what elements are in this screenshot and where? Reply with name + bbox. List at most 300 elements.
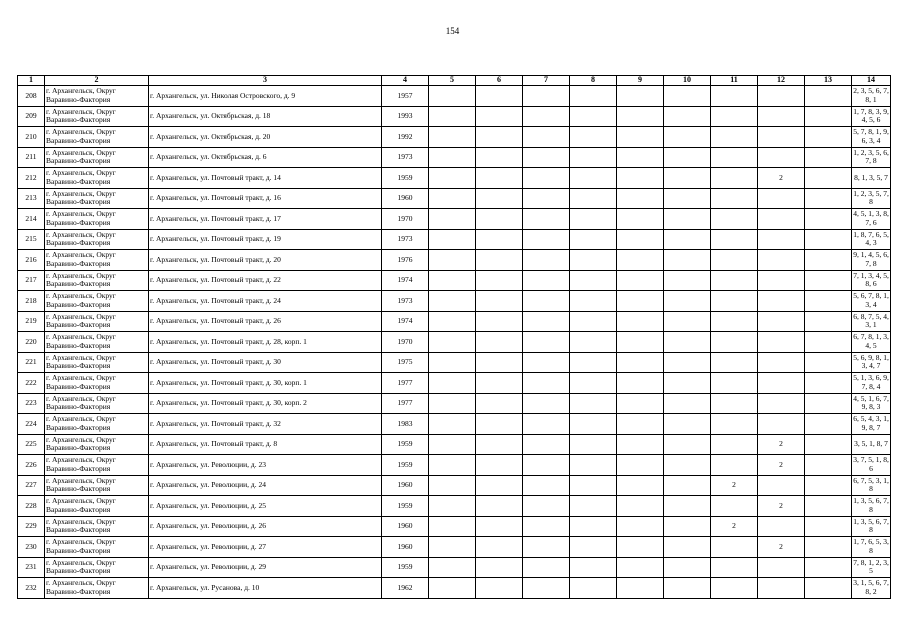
col8-cell bbox=[570, 352, 617, 373]
col9-cell bbox=[617, 188, 664, 209]
address-cell: г. Архангельск, ул. Почтовый тракт, д. 30, корп. 1 bbox=[149, 373, 382, 394]
col9-cell bbox=[617, 332, 664, 353]
col5-cell bbox=[429, 311, 476, 332]
col7-cell bbox=[523, 373, 570, 394]
col8-cell bbox=[570, 455, 617, 476]
year-cell: 1974 bbox=[382, 270, 429, 291]
col13-cell bbox=[805, 86, 852, 107]
table-row bbox=[18, 373, 891, 394]
col10-cell bbox=[664, 414, 711, 435]
table-row bbox=[18, 332, 891, 353]
col13-cell bbox=[805, 352, 852, 373]
table-row bbox=[18, 147, 891, 168]
row-number: 218 bbox=[18, 291, 45, 312]
col10-cell bbox=[664, 434, 711, 455]
district-cell: г. Архангельск, Округ Варавино-Фактория bbox=[45, 455, 149, 476]
col8-cell bbox=[570, 434, 617, 455]
col11-cell bbox=[711, 578, 758, 599]
address-cell: г. Архангельск, ул. Почтовый тракт, д. 32 bbox=[149, 414, 382, 435]
col13-cell bbox=[805, 168, 852, 189]
col6-cell bbox=[476, 475, 523, 496]
col7-cell bbox=[523, 291, 570, 312]
col13-cell bbox=[805, 106, 852, 127]
district-cell: г. Архангельск, Округ Варавино-Фактория bbox=[45, 86, 149, 107]
year-cell: 1973 bbox=[382, 291, 429, 312]
order-list-cell: 4, 5, 1, 6, 7, 9, 8, 3 bbox=[852, 393, 891, 414]
row-number: 229 bbox=[18, 516, 45, 537]
col12-cell bbox=[758, 270, 805, 291]
col11-cell bbox=[711, 311, 758, 332]
col11-cell bbox=[711, 229, 758, 250]
col9-cell bbox=[617, 86, 664, 107]
order-list-cell: 1, 2, 3, 5, 6, 7, 8 bbox=[852, 147, 891, 168]
address-cell: г. Архангельск, ул. Революции, д. 26 bbox=[149, 516, 382, 537]
col11-cell bbox=[711, 434, 758, 455]
col12-cell bbox=[758, 147, 805, 168]
address-cell: г. Архангельск, ул. Почтовый тракт, д. 17 bbox=[149, 209, 382, 230]
col5-cell bbox=[429, 496, 476, 517]
col6-cell bbox=[476, 229, 523, 250]
col6-cell bbox=[476, 188, 523, 209]
col9-cell bbox=[617, 127, 664, 148]
col8-cell bbox=[570, 147, 617, 168]
col12-cell bbox=[758, 578, 805, 599]
address-cell: г. Архангельск, ул. Революции, д. 24 bbox=[149, 475, 382, 496]
col11-cell: 2 bbox=[711, 516, 758, 537]
col12-cell bbox=[758, 475, 805, 496]
col10-cell bbox=[664, 86, 711, 107]
col11-cell bbox=[711, 557, 758, 578]
col10-cell bbox=[664, 229, 711, 250]
col7-cell bbox=[523, 209, 570, 230]
column-header-6: 6 bbox=[476, 76, 523, 86]
col12-cell bbox=[758, 291, 805, 312]
col5-cell bbox=[429, 557, 476, 578]
col7-cell bbox=[523, 188, 570, 209]
col8-cell bbox=[570, 332, 617, 353]
col6-cell bbox=[476, 373, 523, 394]
col5-cell bbox=[429, 250, 476, 271]
table-row bbox=[18, 475, 891, 496]
column-header-1: 1 bbox=[18, 76, 45, 86]
col5-cell bbox=[429, 475, 476, 496]
col9-cell bbox=[617, 537, 664, 558]
order-list-cell: 1, 3, 5, 6, 7, 8 bbox=[852, 496, 891, 517]
col5-cell bbox=[429, 188, 476, 209]
row-number: 222 bbox=[18, 373, 45, 394]
year-cell: 1960 bbox=[382, 475, 429, 496]
order-list-cell: 5, 7, 8, 1, 9, 6, 3, 4 bbox=[852, 127, 891, 148]
address-cell: г. Архангельск, ул. Почтовый тракт, д. 8 bbox=[149, 434, 382, 455]
col9-cell bbox=[617, 455, 664, 476]
year-cell: 1993 bbox=[382, 106, 429, 127]
column-header-10: 10 bbox=[664, 76, 711, 86]
order-list-cell: 1, 2, 3, 5, 7, 8 bbox=[852, 188, 891, 209]
col10-cell bbox=[664, 168, 711, 189]
col7-cell bbox=[523, 106, 570, 127]
row-number: 221 bbox=[18, 352, 45, 373]
address-cell: г. Архангельск, ул. Революции, д. 23 bbox=[149, 455, 382, 476]
year-cell: 1983 bbox=[382, 414, 429, 435]
col8-cell bbox=[570, 537, 617, 558]
row-number: 216 bbox=[18, 250, 45, 271]
row-number: 210 bbox=[18, 127, 45, 148]
column-header-11: 11 bbox=[711, 76, 758, 86]
col11-cell bbox=[711, 414, 758, 435]
col9-cell bbox=[617, 270, 664, 291]
col5-cell bbox=[429, 168, 476, 189]
col11-cell bbox=[711, 291, 758, 312]
col11-cell bbox=[711, 455, 758, 476]
col9-cell bbox=[617, 291, 664, 312]
col13-cell bbox=[805, 250, 852, 271]
order-list-cell: 7, 1, 3, 4, 5, 8, 6 bbox=[852, 270, 891, 291]
district-cell: г. Архангельск, Округ Варавино-Фактория bbox=[45, 168, 149, 189]
year-cell: 1970 bbox=[382, 209, 429, 230]
table-row bbox=[18, 250, 891, 271]
col7-cell bbox=[523, 578, 570, 599]
col7-cell bbox=[523, 557, 570, 578]
table-row bbox=[18, 270, 891, 291]
col10-cell bbox=[664, 352, 711, 373]
row-number: 209 bbox=[18, 106, 45, 127]
col5-cell bbox=[429, 516, 476, 537]
order-list-cell: 3, 1, 5, 6, 7, 8, 2 bbox=[852, 578, 891, 599]
col6-cell bbox=[476, 557, 523, 578]
col10-cell bbox=[664, 557, 711, 578]
col7-cell bbox=[523, 537, 570, 558]
column-header-2: 2 bbox=[45, 76, 149, 86]
table-row bbox=[18, 393, 891, 414]
address-cell: г. Архангельск, ул. Русанова, д. 10 bbox=[149, 578, 382, 599]
col10-cell bbox=[664, 475, 711, 496]
col13-cell bbox=[805, 147, 852, 168]
address-cell: г. Архангельск, ул. Николая Островского, д. 9 bbox=[149, 86, 382, 107]
col12-cell bbox=[758, 352, 805, 373]
row-number: 225 bbox=[18, 434, 45, 455]
col13-cell bbox=[805, 475, 852, 496]
row-number: 227 bbox=[18, 475, 45, 496]
district-cell: г. Архангельск, Округ Варавино-Фактория bbox=[45, 557, 149, 578]
col5-cell bbox=[429, 229, 476, 250]
row-number: 214 bbox=[18, 209, 45, 230]
col9-cell bbox=[617, 578, 664, 599]
col13-cell bbox=[805, 516, 852, 537]
col5-cell bbox=[429, 537, 476, 558]
table-row bbox=[18, 537, 891, 558]
col8-cell bbox=[570, 270, 617, 291]
col8-cell bbox=[570, 475, 617, 496]
col11-cell bbox=[711, 250, 758, 271]
row-number: 212 bbox=[18, 168, 45, 189]
col5-cell bbox=[429, 414, 476, 435]
col10-cell bbox=[664, 332, 711, 353]
table-row bbox=[18, 557, 891, 578]
district-cell: г. Архангельск, Округ Варавино-Фактория bbox=[45, 434, 149, 455]
row-number: 211 bbox=[18, 147, 45, 168]
col13-cell bbox=[805, 414, 852, 435]
col11-cell bbox=[711, 168, 758, 189]
address-cell: г. Архангельск, ул. Почтовый тракт, д. 19 bbox=[149, 229, 382, 250]
col12-cell bbox=[758, 250, 805, 271]
district-cell: г. Архангельск, Округ Варавино-Фактория bbox=[45, 291, 149, 312]
col5-cell bbox=[429, 106, 476, 127]
col13-cell bbox=[805, 578, 852, 599]
col8-cell bbox=[570, 393, 617, 414]
col7-cell bbox=[523, 414, 570, 435]
col8-cell bbox=[570, 188, 617, 209]
row-number: 208 bbox=[18, 86, 45, 107]
order-list-cell: 4, 5, 1, 3, 8, 7, 6 bbox=[852, 209, 891, 230]
col12-cell bbox=[758, 188, 805, 209]
table-row bbox=[18, 434, 891, 455]
col13-cell bbox=[805, 332, 852, 353]
col11-cell bbox=[711, 496, 758, 517]
order-list-cell: 6, 5, 4, 3, 1, 9, 8, 7 bbox=[852, 414, 891, 435]
col12-cell: 2 bbox=[758, 434, 805, 455]
col6-cell bbox=[476, 393, 523, 414]
col7-cell bbox=[523, 250, 570, 271]
col13-cell bbox=[805, 557, 852, 578]
col9-cell bbox=[617, 168, 664, 189]
col8-cell bbox=[570, 311, 617, 332]
row-number: 215 bbox=[18, 229, 45, 250]
column-header-13: 13 bbox=[805, 76, 852, 86]
col12-cell: 2 bbox=[758, 537, 805, 558]
col6-cell bbox=[476, 496, 523, 517]
col5-cell bbox=[429, 127, 476, 148]
column-header-12: 12 bbox=[758, 76, 805, 86]
col6-cell bbox=[476, 209, 523, 230]
col5-cell bbox=[429, 270, 476, 291]
col7-cell bbox=[523, 86, 570, 107]
col12-cell bbox=[758, 516, 805, 537]
address-cell: г. Архангельск, ул. Революции, д. 25 bbox=[149, 496, 382, 517]
col6-cell bbox=[476, 127, 523, 148]
col12-cell bbox=[758, 229, 805, 250]
col7-cell bbox=[523, 393, 570, 414]
col10-cell bbox=[664, 106, 711, 127]
col11-cell bbox=[711, 86, 758, 107]
col13-cell bbox=[805, 127, 852, 148]
col7-cell bbox=[523, 270, 570, 291]
col9-cell bbox=[617, 106, 664, 127]
table-row bbox=[18, 291, 891, 312]
col9-cell bbox=[617, 496, 664, 517]
col12-cell bbox=[758, 311, 805, 332]
col12-cell bbox=[758, 106, 805, 127]
col5-cell bbox=[429, 393, 476, 414]
col11-cell: 2 bbox=[711, 475, 758, 496]
table-row bbox=[18, 106, 891, 127]
year-cell: 1959 bbox=[382, 496, 429, 517]
row-number: 231 bbox=[18, 557, 45, 578]
col9-cell bbox=[617, 516, 664, 537]
col12-cell bbox=[758, 86, 805, 107]
address-cell: г. Архангельск, ул. Почтовый тракт, д. 14 bbox=[149, 168, 382, 189]
col11-cell bbox=[711, 188, 758, 209]
col7-cell bbox=[523, 434, 570, 455]
table-row bbox=[18, 516, 891, 537]
col6-cell bbox=[476, 332, 523, 353]
col10-cell bbox=[664, 147, 711, 168]
year-cell: 1959 bbox=[382, 168, 429, 189]
col6-cell bbox=[476, 270, 523, 291]
col6-cell bbox=[476, 352, 523, 373]
col10-cell bbox=[664, 578, 711, 599]
col9-cell bbox=[617, 352, 664, 373]
col10-cell bbox=[664, 188, 711, 209]
col9-cell bbox=[617, 250, 664, 271]
col10-cell bbox=[664, 537, 711, 558]
col10-cell bbox=[664, 496, 711, 517]
order-list-cell: 6, 7, 8, 1, 3, 4, 5 bbox=[852, 332, 891, 353]
col11-cell bbox=[711, 147, 758, 168]
col5-cell bbox=[429, 86, 476, 107]
col5-cell bbox=[429, 291, 476, 312]
column-header-3: 3 bbox=[149, 76, 382, 86]
col11-cell bbox=[711, 270, 758, 291]
col8-cell bbox=[570, 373, 617, 394]
order-list-cell: 9, 1, 4, 5, 6, 7, 8 bbox=[852, 250, 891, 271]
address-cell: г. Архангельск, ул. Почтовый тракт, д. 16 bbox=[149, 188, 382, 209]
col8-cell bbox=[570, 229, 617, 250]
table-header bbox=[18, 76, 891, 86]
col10-cell bbox=[664, 516, 711, 537]
address-cell: г. Архангельск, ул. Почтовый тракт, д. 30, корп. 2 bbox=[149, 393, 382, 414]
year-cell: 1975 bbox=[382, 352, 429, 373]
col13-cell bbox=[805, 291, 852, 312]
row-number: 213 bbox=[18, 188, 45, 209]
address-cell: г. Архангельск, ул. Октябрьская, д. 18 bbox=[149, 106, 382, 127]
col5-cell bbox=[429, 352, 476, 373]
col10-cell bbox=[664, 250, 711, 271]
col12-cell bbox=[758, 393, 805, 414]
col11-cell bbox=[711, 332, 758, 353]
year-cell: 1959 bbox=[382, 455, 429, 476]
col5-cell bbox=[429, 373, 476, 394]
row-number: 230 bbox=[18, 537, 45, 558]
order-list-cell: 6, 8, 7, 5, 4, 3, 1 bbox=[852, 311, 891, 332]
row-number: 228 bbox=[18, 496, 45, 517]
year-cell: 1962 bbox=[382, 578, 429, 599]
district-cell: г. Архангельск, Округ Варавино-Фактория bbox=[45, 496, 149, 517]
row-number: 226 bbox=[18, 455, 45, 476]
year-cell: 1974 bbox=[382, 311, 429, 332]
col11-cell bbox=[711, 127, 758, 148]
table-row bbox=[18, 578, 891, 599]
col8-cell bbox=[570, 106, 617, 127]
col6-cell bbox=[476, 86, 523, 107]
col10-cell bbox=[664, 209, 711, 230]
order-list-cell: 7, 8, 1, 2, 3, 5 bbox=[852, 557, 891, 578]
col11-cell bbox=[711, 373, 758, 394]
table-row bbox=[18, 496, 891, 517]
column-header-9: 9 bbox=[617, 76, 664, 86]
page-number: 154 bbox=[445, 26, 460, 36]
order-list-cell: 3, 5, 1, 8, 7 bbox=[852, 434, 891, 455]
order-list-cell: 5, 6, 7, 8, 1, 3, 4 bbox=[852, 291, 891, 312]
col8-cell bbox=[570, 516, 617, 537]
col9-cell bbox=[617, 147, 664, 168]
col10-cell bbox=[664, 311, 711, 332]
year-cell: 1960 bbox=[382, 537, 429, 558]
year-cell: 1959 bbox=[382, 434, 429, 455]
district-cell: г. Архангельск, Округ Варавино-Фактория bbox=[45, 209, 149, 230]
table-row bbox=[18, 414, 891, 435]
col6-cell bbox=[476, 537, 523, 558]
district-cell: г. Архангельск, Округ Варавино-Фактория bbox=[45, 311, 149, 332]
col6-cell bbox=[476, 147, 523, 168]
table-row bbox=[18, 168, 891, 189]
table-row bbox=[18, 209, 891, 230]
column-header-7: 7 bbox=[523, 76, 570, 86]
address-cell: г. Архангельск, ул. Почтовый тракт, д. 30 bbox=[149, 352, 382, 373]
col6-cell bbox=[476, 414, 523, 435]
order-list-cell: 1, 8, 7, 6, 5, 4, 3 bbox=[852, 229, 891, 250]
col5-cell bbox=[429, 209, 476, 230]
table-row bbox=[18, 127, 891, 148]
col13-cell bbox=[805, 537, 852, 558]
order-list-cell: 1, 3, 5, 6, 7, 8 bbox=[852, 516, 891, 537]
col12-cell bbox=[758, 373, 805, 394]
col11-cell bbox=[711, 106, 758, 127]
header-row bbox=[18, 76, 891, 86]
row-number: 224 bbox=[18, 414, 45, 435]
col12-cell bbox=[758, 127, 805, 148]
col7-cell bbox=[523, 229, 570, 250]
year-cell: 1977 bbox=[382, 373, 429, 394]
col13-cell bbox=[805, 434, 852, 455]
col9-cell bbox=[617, 393, 664, 414]
col6-cell bbox=[476, 311, 523, 332]
row-number: 223 bbox=[18, 393, 45, 414]
col9-cell bbox=[617, 373, 664, 394]
col5-cell bbox=[429, 434, 476, 455]
col12-cell: 2 bbox=[758, 496, 805, 517]
year-cell: 1992 bbox=[382, 127, 429, 148]
col9-cell bbox=[617, 434, 664, 455]
col7-cell bbox=[523, 352, 570, 373]
col10-cell bbox=[664, 455, 711, 476]
row-number: 232 bbox=[18, 578, 45, 599]
col8-cell bbox=[570, 414, 617, 435]
district-cell: г. Архангельск, Округ Варавино-Фактория bbox=[45, 250, 149, 271]
col7-cell bbox=[523, 332, 570, 353]
address-cell: г. Архангельск, ул. Октябрьская, д. 6 bbox=[149, 147, 382, 168]
district-cell: г. Архангельск, Округ Варавино-Фактория bbox=[45, 332, 149, 353]
address-cell: г. Архангельск, ул. Почтовый тракт, д. 20 bbox=[149, 250, 382, 271]
order-list-cell: 5, 6, 9, 8, 1, 3, 4, 7 bbox=[852, 352, 891, 373]
col5-cell bbox=[429, 332, 476, 353]
year-cell: 1973 bbox=[382, 147, 429, 168]
col10-cell bbox=[664, 373, 711, 394]
col9-cell bbox=[617, 209, 664, 230]
col12-cell bbox=[758, 332, 805, 353]
column-header-4: 4 bbox=[382, 76, 429, 86]
register-table bbox=[17, 75, 891, 599]
col10-cell bbox=[664, 127, 711, 148]
order-list-cell: 5, 1, 3, 6, 9, 7, 8, 4 bbox=[852, 373, 891, 394]
col8-cell bbox=[570, 557, 617, 578]
address-cell: г. Архангельск, ул. Почтовый тракт, д. 22 bbox=[149, 270, 382, 291]
order-list-cell: 1, 7, 8, 3, 9, 4, 5, 6 bbox=[852, 106, 891, 127]
row-number: 217 bbox=[18, 270, 45, 291]
table-row bbox=[18, 311, 891, 332]
col10-cell bbox=[664, 393, 711, 414]
col6-cell bbox=[476, 168, 523, 189]
table-row bbox=[18, 188, 891, 209]
